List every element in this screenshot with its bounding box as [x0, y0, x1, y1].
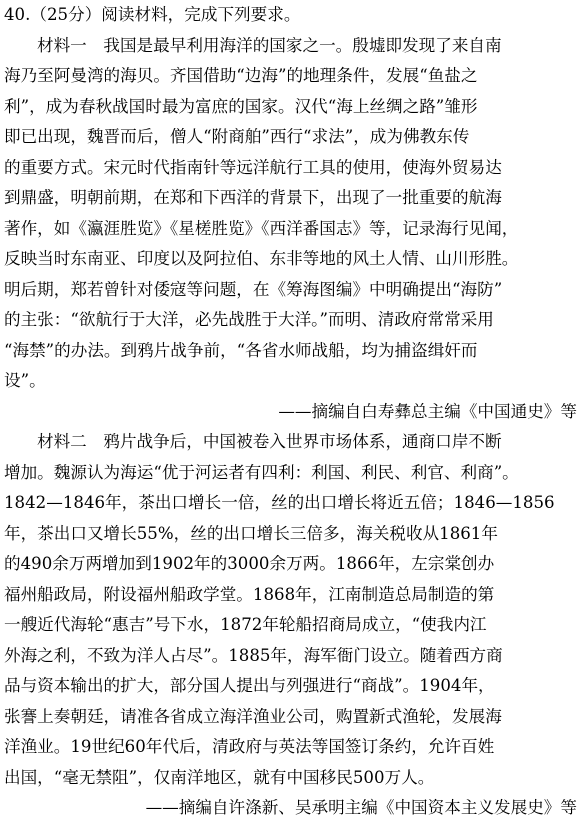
material-one-line: 到鼎盛，明朝前期，在郑和下西洋的背景下，出现了一批重要的航海 [4, 188, 502, 207]
material-one-line: 明后期，郑若曾针对倭寇等问题，在《筹海图编》中明确提出“海防” [4, 279, 503, 299]
material-two-line: 增加。魏源认为海运“优于河运者有四利：利国、利民、利官、利商”。 [4, 462, 519, 482]
material-two-line: 福州船政局，附设福州船政学堂。1868年，江南制造总局制造的第 [4, 584, 495, 604]
material-one-source: ——摘编自白寿彝总主编《中国通史》等 [278, 401, 577, 421]
material-two-line: 出国，“毫无禁阻”，仅南洋地区，就有中国移民500万人。 [4, 767, 435, 787]
material-two-line: 张謇上奏朝廷，请准各省成立海洋渔业公司，购置新式渔轮，发展海 [4, 706, 502, 726]
material-two-line: 品与资本输出的扩大，部分国人提出与列强进行“商战”。1904年， [4, 676, 495, 695]
material-two-line: 材料二 鸦片战争后，中国被卷入世界市场体系，通商口岸不断 [37, 432, 502, 451]
material-one-line: 的主张：“欲航行于大洋，必先战胜于大洋。”而明、清政府常常采用 [4, 310, 494, 329]
material-one-line: 著作，如《瀛涯胜览》《星槎胜览》《西洋番国志》等，记录海行见闻， [4, 218, 519, 238]
material-one-line: 海乃至阿曼湾的海贝。齐国借助“边海”的地理条件，发展“鱼盐之 [4, 66, 478, 85]
material-one-line: 反映当时东南亚、印度以及阿拉伯、东非等地的风土人情、山川形胜。 [4, 249, 519, 268]
material-two-source: ——摘编自许涤新、吴承明主编《中国资本主义发展史》等 [145, 798, 577, 817]
question-header: 40.（25分）阅读材料，完成下列要求。 [4, 5, 301, 24]
material-one [4, 31, 581, 428]
material-one-line: 设”。 [4, 371, 46, 390]
material-one-line: “海禁”的办法。到鸦片战争前，“各省水师战船，均为捕盗缉奸而 [4, 340, 478, 360]
material-one-line: 材料一 我国是最早利用海洋的国家之一。殷墟即发现了来自南 [37, 35, 502, 55]
material-two-line: 年，茶出口又增长55%，丝的出口增长三倍多，海关税收从1861年 [4, 523, 498, 543]
material-one-line: 即已出现，魏晋而后，僧人“附商舶”西行“求法”，成为佛教东传 [4, 127, 470, 146]
material-two-line: 1842—1846年，茶出口增长一倍，丝的出口增长将近五倍；1846—1856 [4, 493, 555, 512]
material-two-line: 一艘近代海轮“惠吉”号下水，1872年轮船招商局成立，“使我内江 [4, 615, 487, 634]
material-two [4, 427, 581, 824]
material-two-line: 外海之利，不致为洋人占尽”。1885年，海军衙门设立。随着西方商 [4, 645, 503, 665]
material-two-line: 的490余万两增加到1902年的3000余万两。1866年，左宗棠创办 [4, 554, 495, 573]
material-one-line: 的重要方式。宋元时代指南针等远洋航行工具的使用，使海外贸易达 [4, 157, 502, 177]
material-two-line: 洋渔业。19世纪60年代后，清政府与英法等国签订条约，允许百姓 [4, 737, 495, 756]
question-page [4, 0, 581, 824]
material-one-line: 利”，成为春秋战国时最为富庶的国家。汉代“海上丝绸之路”雏形 [4, 96, 478, 116]
